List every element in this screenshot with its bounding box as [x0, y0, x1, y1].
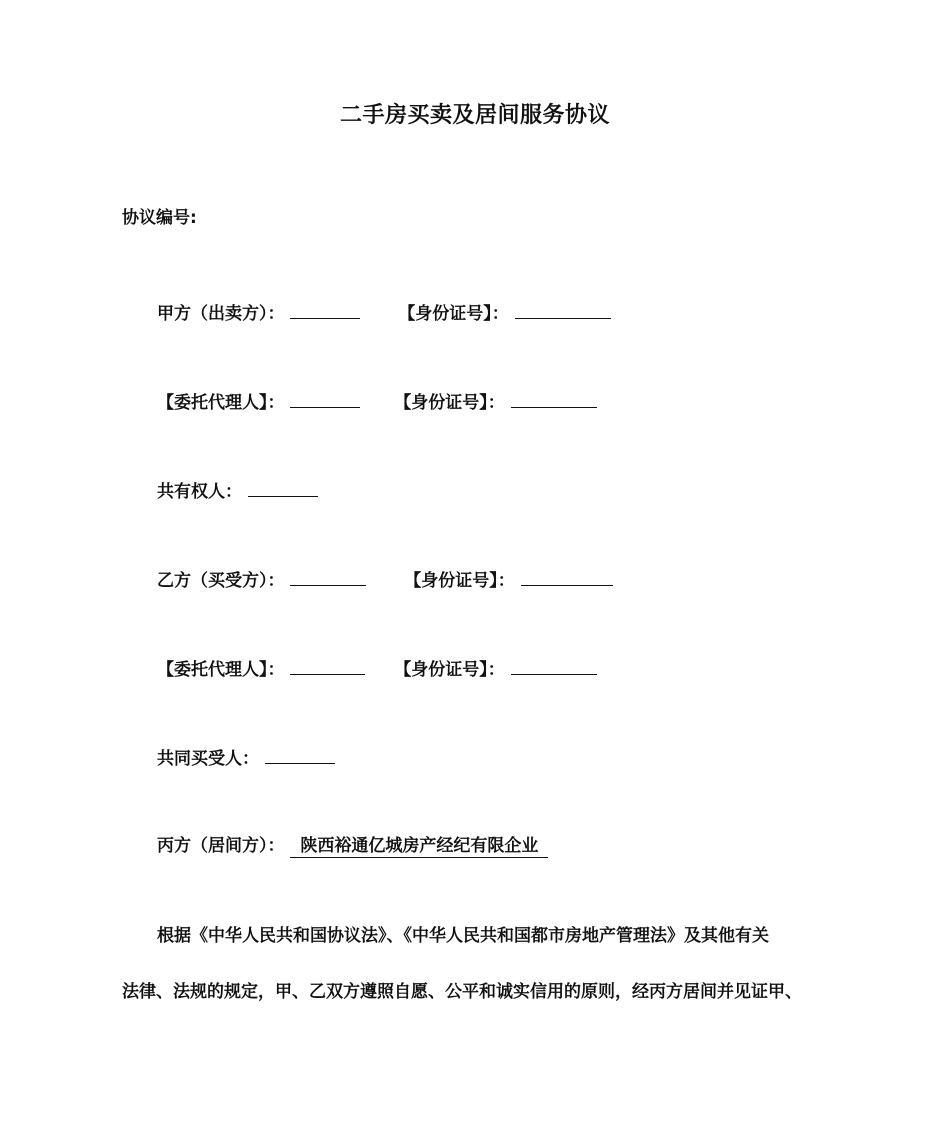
- party-a-id-label: 【身份证号】：: [398, 304, 509, 324]
- intro-line-1: 根据《中华人民共和国协议法》、《中华人民共和国都市房地产管理法》及其他有关: [157, 926, 769, 946]
- agreement-number-row: [122, 206, 197, 230]
- party-a-agent-row: [157, 389, 597, 415]
- intro-line-2: 法律、法规的规定，甲、乙双方遵照自愿、公平和诚实信用的原则，经丙方居间并见证甲、: [122, 982, 802, 1002]
- co-buyer-blank[interactable]: [265, 745, 335, 764]
- party-b-agent-row: [157, 656, 597, 682]
- party-b-agent-label: 【委托代理人】：: [157, 660, 285, 680]
- party-a-label: 甲方（出卖方）：: [157, 304, 285, 324]
- party-a-agent-id-label: 【身份证号】：: [394, 393, 505, 413]
- co-buyer-row: [157, 745, 335, 771]
- co-owner-blank[interactable]: [248, 478, 318, 497]
- party-b-blank[interactable]: [290, 567, 366, 586]
- party-c-label: 丙方（居间方）：: [157, 836, 285, 856]
- party-a-agent-blank[interactable]: [290, 389, 360, 408]
- co-buyer-label: 共同买受人：: [157, 749, 259, 769]
- party-a-agent-label: 【委托代理人】：: [157, 393, 285, 413]
- party-c-value: 陕西裕通亿城房产经纪有限企业: [290, 835, 548, 858]
- party-a-agent-id-blank[interactable]: [511, 389, 597, 408]
- party-a-blank[interactable]: [290, 300, 360, 319]
- co-owner-row: [157, 478, 318, 504]
- co-owner-label: 共有权人：: [157, 482, 242, 502]
- party-b-row: [157, 567, 613, 593]
- party-b-agent-blank[interactable]: [290, 656, 365, 675]
- party-a-id-blank[interactable]: [515, 300, 611, 319]
- party-b-agent-id-label: 【身份证号】：: [394, 660, 505, 680]
- party-b-agent-id-blank[interactable]: [511, 656, 597, 675]
- party-a-row: [157, 300, 611, 326]
- agreement-number-label: 协议编号:: [122, 208, 197, 228]
- party-b-label: 乙方（买受方）：: [157, 571, 285, 591]
- party-b-id-blank[interactable]: [521, 567, 613, 586]
- party-b-id-label: 【身份证号】：: [404, 571, 515, 591]
- party-c-row: [157, 834, 548, 858]
- document-title: 二手房买卖及居间服务协议: [339, 103, 610, 128]
